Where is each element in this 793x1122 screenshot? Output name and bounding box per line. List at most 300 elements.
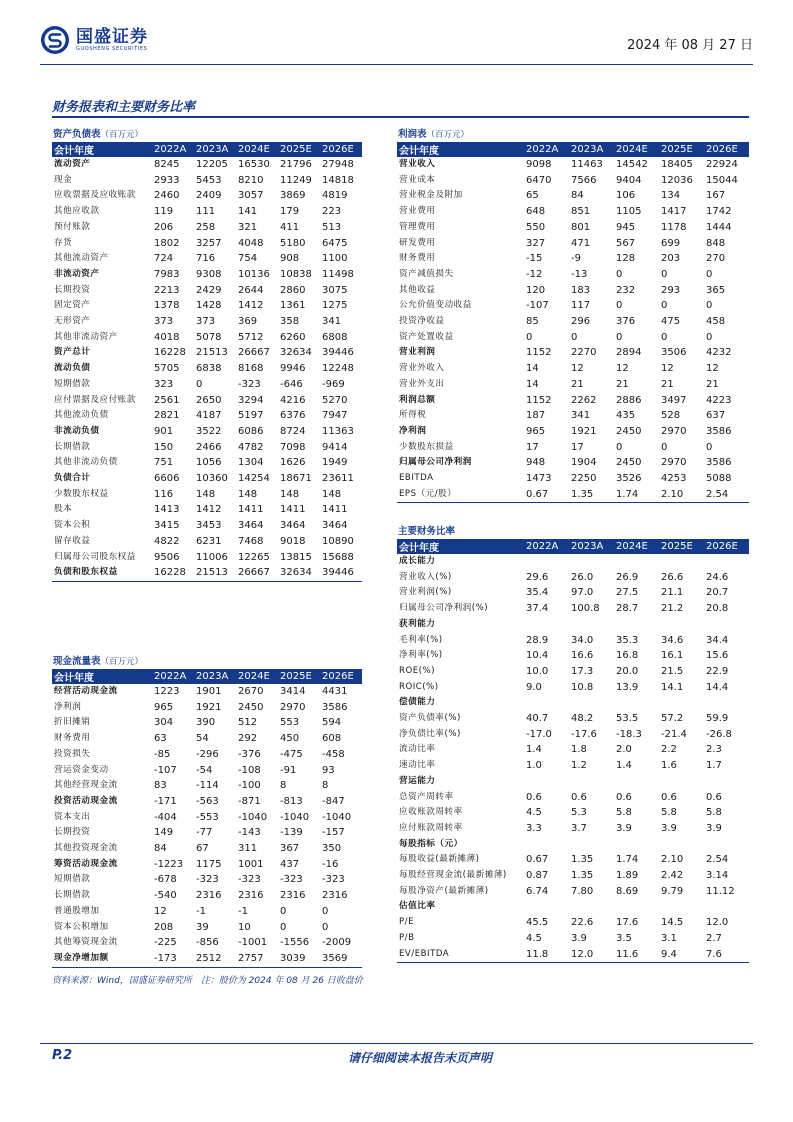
- cell-value: 3.9: [661, 822, 677, 834]
- ratios-table: [397, 539, 749, 962]
- cell-value: 1.89: [616, 870, 639, 882]
- row-label: 营运能力: [399, 775, 436, 786]
- row-label: 折旧摊销: [54, 717, 91, 728]
- cell-value: 26.6: [661, 571, 684, 583]
- cell-value: 6808: [322, 331, 348, 343]
- cell-value: 304: [154, 717, 174, 729]
- cell-value: 3.9: [616, 822, 632, 834]
- cell-value: 594: [322, 717, 342, 729]
- cell-value: 3586: [706, 457, 732, 469]
- cell-value: 1304: [238, 457, 264, 469]
- cell-value: 2316: [322, 890, 348, 902]
- row-label: 总资产周转率: [399, 791, 454, 802]
- cell-value: 21: [571, 378, 584, 390]
- cell-value: 1411: [238, 504, 264, 516]
- cell-value: 2970: [661, 457, 687, 469]
- cash-flow-table: [52, 669, 362, 967]
- cell-value: 20.8: [706, 603, 729, 615]
- row-label: 估值比率: [399, 901, 436, 912]
- cell-value: 2.0: [616, 744, 632, 756]
- row-label: 其他非流动负债: [54, 457, 118, 468]
- cell-value: 45.5: [526, 917, 549, 929]
- ratios-block: [397, 525, 749, 963]
- row-label: 每股经营现金流(最新摊薄): [399, 870, 507, 881]
- cell-value: 3.14: [706, 870, 729, 882]
- cell-value: 48.2: [571, 713, 594, 725]
- cell-value: 0: [661, 441, 668, 453]
- table-header-row: [52, 142, 362, 157]
- cell-value: 21.2: [661, 603, 684, 615]
- cell-value: 5.8: [661, 807, 677, 819]
- cell-value: 12265: [238, 551, 270, 563]
- cell-value: 2213: [154, 284, 180, 296]
- row-label: 少数股东损益: [399, 441, 454, 452]
- balance-sheet-block: [52, 128, 362, 582]
- cell-value: -1223: [154, 858, 184, 870]
- cell-value: [524, 774, 569, 790]
- cell-value: 3075: [322, 284, 348, 296]
- cell-value: -404: [154, 811, 177, 823]
- cell-value: 4.5: [526, 932, 542, 944]
- cell-value: -91: [280, 764, 297, 776]
- column-header-year: 2024E: [614, 539, 659, 554]
- table-row: [52, 857, 362, 873]
- table-row: [52, 841, 362, 857]
- cell-value: 21.1: [661, 587, 684, 599]
- table-row: [397, 408, 749, 424]
- row-label: 长期借款: [54, 890, 91, 901]
- cell-value: 53.5: [616, 713, 639, 725]
- row-label: 研发费用: [399, 237, 436, 248]
- row-label: 净利润: [399, 425, 427, 436]
- cell-value: 10360: [196, 473, 228, 485]
- cell-value: [524, 695, 569, 711]
- cell-value: [659, 837, 704, 853]
- cell-value: 3.7: [571, 822, 587, 834]
- cell-value: 3586: [706, 425, 732, 437]
- cell-value: 3464: [280, 520, 306, 532]
- cell-value: 11.8: [526, 948, 549, 960]
- cell-value: 85: [526, 316, 539, 328]
- cell-value: 14818: [322, 174, 354, 186]
- cell-value: 965: [154, 701, 174, 713]
- table-row: [397, 455, 749, 471]
- cell-value: 34.0: [571, 634, 594, 646]
- cell-value: 11249: [280, 174, 312, 186]
- cell-value: -16: [322, 858, 339, 870]
- cell-value: 2460: [154, 190, 180, 202]
- cell-value: 0: [322, 921, 329, 933]
- table-row: [52, 440, 362, 456]
- cell-value: -17.0: [526, 728, 552, 740]
- row-label: 所得税: [399, 410, 427, 421]
- cell-value: 1742: [706, 206, 732, 218]
- row-label: 其他筹资现金流: [54, 937, 118, 948]
- cell-value: 901: [154, 425, 174, 437]
- cell-value: 5270: [322, 394, 348, 406]
- cell-value: 93: [322, 764, 335, 776]
- cell-value: [524, 837, 569, 853]
- row-label: 经营活动现金流: [54, 686, 118, 696]
- cell-value: -114: [196, 780, 219, 792]
- row-label: 固定资产: [54, 300, 91, 311]
- row-label: 营业收入(%): [399, 571, 452, 582]
- table-header-row: [52, 669, 362, 684]
- cell-value: 35.4: [526, 587, 549, 599]
- row-label: 毛利率(%): [399, 634, 443, 645]
- cell-value: [659, 617, 704, 633]
- cell-value: -1040: [238, 811, 268, 823]
- row-label: 投资活动现金流: [54, 795, 118, 806]
- table-row: [397, 330, 749, 346]
- cell-value: 0: [706, 331, 713, 343]
- row-label: 资本公积: [54, 520, 91, 531]
- cell-value: 0.6: [616, 791, 632, 803]
- row-label: 资产减值损失: [399, 268, 454, 279]
- table-row: [397, 915, 749, 931]
- table-row: [397, 852, 749, 868]
- cell-value: 608: [322, 733, 342, 745]
- cell-value: 12: [661, 363, 674, 375]
- column-header-year: 2026E: [704, 539, 749, 554]
- cell-value: 35.3: [616, 634, 639, 646]
- row-label: 财务费用: [54, 733, 91, 744]
- table-row: [397, 298, 749, 314]
- cell-value: 15044: [706, 174, 738, 186]
- cell-value: 97.0: [571, 587, 594, 599]
- cell-value: 21.5: [661, 665, 684, 677]
- cell-value: 5.8: [706, 807, 722, 819]
- cell-value: 4187: [196, 410, 222, 422]
- cell-value: -563: [196, 795, 219, 807]
- cell-value: 0: [706, 441, 713, 453]
- cell-value: 21: [661, 378, 674, 390]
- cell-value: 341: [571, 410, 591, 422]
- cell-value: 0: [322, 905, 329, 917]
- cell-value: 84: [154, 843, 167, 855]
- cell-value: [659, 899, 704, 915]
- cell-value: 0: [706, 300, 713, 312]
- cell-value: 3506: [661, 347, 687, 359]
- cell-value: 0.67: [526, 854, 549, 866]
- cell-value: -17.6: [571, 728, 597, 740]
- row-label: 非流动资产: [54, 268, 100, 279]
- table-row: [52, 534, 362, 550]
- cell-value: 4782: [238, 441, 264, 453]
- cell-value: 24.6: [706, 571, 729, 583]
- cell-value: 0.6: [661, 791, 677, 803]
- cell-value: 28.7: [616, 603, 639, 615]
- cell-value: 965: [526, 425, 546, 437]
- cell-value: -139: [280, 827, 303, 839]
- table-row: [397, 742, 749, 758]
- cell-value: 4216: [280, 394, 306, 406]
- cell-value: [704, 617, 749, 633]
- cell-value: 5078: [196, 331, 222, 343]
- cell-value: -77: [196, 827, 213, 839]
- cell-value: 10890: [322, 535, 354, 547]
- cell-value: 2450: [616, 457, 642, 469]
- cell-value: 4253: [661, 473, 687, 485]
- cell-value: 9.0: [526, 681, 542, 693]
- cell-value: 5712: [238, 331, 264, 343]
- cell-value: 4822: [154, 535, 180, 547]
- cell-value: -107: [154, 764, 177, 776]
- cell-value: 14: [526, 378, 539, 390]
- cell-value: 7.80: [571, 885, 594, 897]
- cell-value: 3415: [154, 520, 180, 532]
- cell-value: 4232: [706, 347, 732, 359]
- cell-value: 2757: [238, 952, 264, 964]
- row-label: 流动负债: [54, 363, 91, 374]
- row-label: 其他非流动资产: [54, 331, 118, 342]
- cell-value: 9506: [154, 551, 180, 563]
- cell-value: -296: [196, 748, 219, 760]
- cell-value: 28.9: [526, 634, 549, 646]
- row-label: 营业利润(%): [399, 587, 452, 598]
- cell-value: [569, 695, 614, 711]
- row-label: 其他流动资产: [54, 253, 109, 264]
- cell-value: 0.6: [706, 791, 722, 803]
- cell-value: 724: [154, 253, 174, 265]
- cell-value: 7.6: [706, 948, 722, 960]
- table-row: [397, 487, 749, 503]
- table-row: [52, 408, 362, 424]
- cell-value: -12: [526, 268, 543, 280]
- cell-value: 2670: [238, 686, 264, 697]
- cell-value: 1152: [526, 347, 552, 359]
- cell-value: 11498: [322, 268, 354, 280]
- table-row: [52, 565, 362, 581]
- table-row: [52, 951, 362, 967]
- cell-value: 18405: [661, 159, 693, 170]
- cell-value: -678: [154, 874, 177, 886]
- cell-value: 296: [571, 316, 591, 328]
- cell-value: 365: [706, 284, 726, 296]
- cell-value: 63: [154, 733, 167, 745]
- row-label: 财务费用: [399, 253, 436, 264]
- column-header-year: 2025E: [278, 669, 320, 684]
- cell-value: 1.74: [616, 854, 639, 866]
- column-header-year: 2026E: [320, 669, 362, 684]
- cell-value: 9946: [280, 363, 306, 375]
- cell-value: 141: [238, 206, 258, 218]
- cell-value: 14542: [616, 159, 648, 170]
- cell-value: 2970: [661, 425, 687, 437]
- table-row: [52, 763, 362, 779]
- cell-value: 3414: [280, 686, 306, 697]
- cell-value: 22.6: [571, 917, 594, 929]
- footer-divider: [40, 1043, 753, 1044]
- cell-value: [659, 695, 704, 711]
- table-row: [52, 220, 362, 236]
- cell-value: 367: [280, 843, 300, 855]
- cell-value: 908: [280, 253, 300, 265]
- cell-value: 10.8: [571, 681, 594, 693]
- income-statement-block: [397, 128, 749, 503]
- table-row: [397, 758, 749, 774]
- column-header-year: 2023A: [569, 142, 614, 157]
- column-header-year: 2024E: [614, 142, 659, 157]
- balance-sheet-caption: 资产负债表（百万元）: [53, 129, 144, 140]
- row-label: 应收票据及应收账款: [54, 190, 136, 201]
- column-header-year: 2022A: [152, 669, 194, 684]
- cell-value: 2409: [196, 190, 222, 202]
- cell-value: 0: [571, 331, 578, 343]
- cell-value: -54: [196, 764, 213, 776]
- table-row: [397, 220, 749, 236]
- row-label: 流动资产: [54, 159, 91, 169]
- table-row: [52, 904, 362, 920]
- table-header-row: [397, 539, 749, 554]
- cell-value: 3.9: [571, 932, 587, 944]
- cell-value: 120: [526, 284, 546, 296]
- cell-value: -171: [154, 795, 177, 807]
- cell-value: [614, 554, 659, 570]
- table-row: [52, 700, 362, 716]
- cell-value: 8: [280, 780, 287, 792]
- table-row: [397, 251, 749, 267]
- cell-value: 10136: [238, 268, 270, 280]
- row-label: 流动比率: [399, 744, 436, 755]
- cell-value: 2.54: [706, 488, 729, 500]
- cell-value: 0.6: [526, 791, 542, 803]
- cell-value: 11.6: [616, 948, 639, 960]
- cell-value: 5453: [196, 174, 222, 186]
- cell-value: 12: [154, 905, 167, 917]
- column-header-year: 2025E: [659, 539, 704, 554]
- cell-value: 2650: [196, 394, 222, 406]
- cell-value: 1.74: [616, 488, 639, 500]
- cell-value: 2.54: [706, 854, 729, 866]
- cell-value: 5088: [706, 473, 732, 485]
- cell-value: 390: [196, 717, 216, 729]
- row-label: 长期投资: [54, 827, 91, 838]
- cell-value: 471: [571, 237, 591, 249]
- row-label: EV/EBITDA: [399, 948, 450, 959]
- cell-value: 258: [196, 221, 216, 233]
- cell-value: [614, 617, 659, 633]
- cell-value: -85: [154, 748, 171, 760]
- table-row: [52, 267, 362, 283]
- row-label: 营业成本: [399, 174, 436, 185]
- cell-value: 475: [661, 316, 681, 328]
- cell-value: 1904: [571, 457, 597, 469]
- cell-value: 3039: [280, 952, 306, 964]
- cell-value: 8.69: [616, 885, 639, 897]
- row-label: 长期投资: [54, 284, 91, 295]
- cell-value: 167: [706, 190, 726, 202]
- cell-value: 134: [661, 190, 681, 202]
- cell-value: -475: [280, 748, 303, 760]
- column-header-year: 2023A: [569, 539, 614, 554]
- cell-value: 2.7: [706, 932, 722, 944]
- table-row: [397, 727, 749, 743]
- cell-value: 450: [280, 733, 300, 745]
- cell-value: 4223: [706, 394, 732, 406]
- cell-value: 948: [526, 457, 546, 469]
- cell-value: 3057: [238, 190, 264, 202]
- cell-value: -1: [196, 905, 206, 917]
- row-label: 每股净资产(最新摊薄): [399, 885, 489, 896]
- column-header-year: 2022A: [152, 142, 194, 157]
- row-label: 营业费用: [399, 206, 436, 217]
- cell-value: [569, 837, 614, 853]
- cell-value: 119: [154, 206, 174, 218]
- cell-value: 7947: [322, 410, 348, 422]
- cell-value: 206: [154, 221, 174, 233]
- cell-value: -1: [238, 905, 248, 917]
- row-label: 营运资金变动: [54, 764, 109, 775]
- row-label: 资本公积增加: [54, 921, 109, 932]
- cell-value: -376: [238, 748, 261, 760]
- cell-value: 3869: [280, 190, 306, 202]
- cell-value: 9018: [280, 535, 306, 547]
- cell-value: 3569: [322, 952, 348, 964]
- cell-value: 12: [571, 363, 584, 375]
- cell-value: 9098: [526, 159, 552, 170]
- cell-value: 1411: [322, 504, 348, 516]
- column-header-year: 2023A: [194, 669, 236, 684]
- row-label: 存货: [54, 237, 73, 248]
- row-label: 资产负债率(%): [399, 713, 461, 724]
- cell-value: 550: [526, 221, 546, 233]
- table-row: [52, 157, 362, 173]
- cell-value: 2466: [196, 441, 222, 453]
- row-label: ROIC(%): [399, 681, 439, 692]
- cell-value: -13: [571, 268, 588, 280]
- table-row: [397, 821, 749, 837]
- cell-value: 9.4: [661, 948, 677, 960]
- cell-value: [614, 899, 659, 915]
- cell-value: 751: [154, 457, 174, 469]
- table-row: [397, 345, 749, 361]
- cell-value: 1.4: [526, 744, 542, 756]
- table-row: [52, 825, 362, 841]
- table-row: [397, 377, 749, 393]
- cell-value: -646: [280, 378, 303, 390]
- row-label: 偿债能力: [399, 697, 436, 708]
- cell-value: 21513: [196, 347, 228, 359]
- cell-value: 8210: [238, 174, 264, 186]
- table-row: [397, 173, 749, 189]
- balance-sheet-table: [52, 142, 362, 581]
- cell-value: 0: [661, 300, 668, 312]
- cell-value: 1.8: [571, 744, 587, 756]
- row-label: 净利润: [54, 701, 82, 712]
- table-row: [397, 805, 749, 821]
- cell-value: 13815: [280, 551, 312, 563]
- table-section-row: [397, 554, 749, 570]
- column-header-year: 2026E: [320, 142, 362, 157]
- table-row: [52, 330, 362, 346]
- cell-value: 437: [280, 858, 300, 870]
- page-header: [40, 22, 753, 62]
- row-label: 留存收益: [54, 535, 91, 546]
- table-row: [397, 664, 749, 680]
- table-row: [397, 157, 749, 173]
- table-row: [52, 251, 362, 267]
- table-row: [397, 283, 749, 299]
- cell-value: 358: [280, 316, 300, 328]
- cell-value: 27948: [322, 159, 354, 170]
- row-label: 非流动负债: [54, 425, 100, 436]
- cell-value: -323: [280, 874, 303, 886]
- table-row: [397, 884, 749, 900]
- cell-value: 11463: [571, 159, 603, 170]
- cell-value: 1105: [616, 206, 642, 218]
- column-header-year: 2024E: [236, 142, 278, 157]
